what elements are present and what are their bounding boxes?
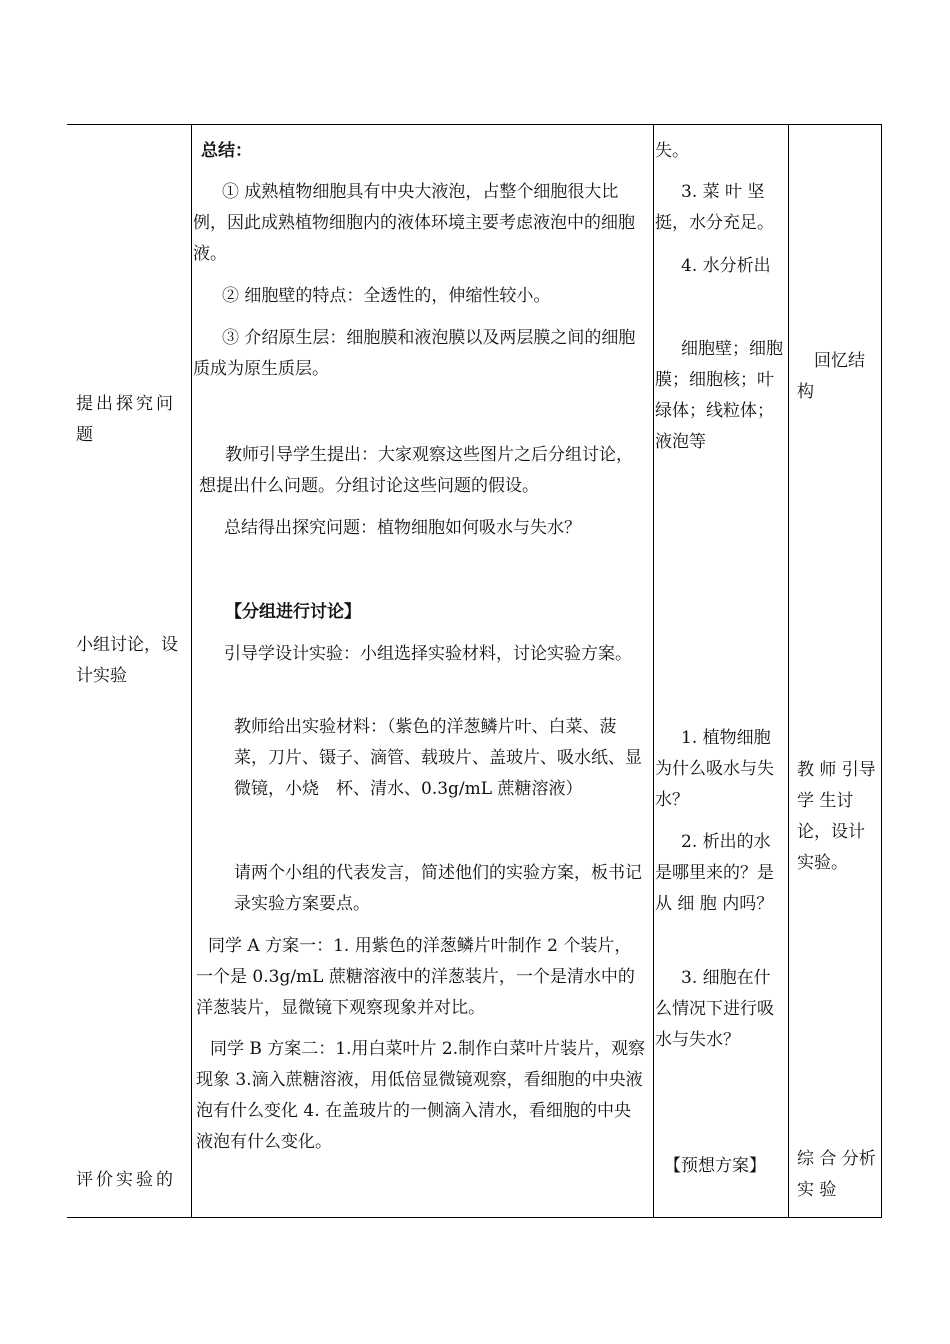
plan-b-text: 同学 B 方案二：1.用白菜叶片 2.制作白菜叶片装片，观察现象 3.滴入蔗糖溶液，用低倍显微镜观察，看细胞的中央液泡有什么变化 4. 在盖玻片的一侧滴入清水，看细胞的中央液泡有什么变化。	[196, 1039, 646, 1152]
intent-analyze-experiment: 综 合 分析 实 验	[797, 1149, 876, 1200]
table-right-border	[881, 124, 882, 1218]
group-presentation-text: 请两个小组的代表发言，简述他们的实验方案，板书记录实验方案要点。	[234, 863, 642, 914]
intent-guide-discussion: 教 师 引导 学 生讨论，设计实验。	[797, 760, 876, 873]
table-top-border	[67, 124, 882, 125]
group-discussion-title: 【分组进行讨论】	[225, 602, 361, 622]
research-question: 总结得出探究问题：植物细胞如何吸水与失水？	[224, 518, 581, 538]
summary-title: 总结：	[201, 141, 252, 161]
student-text-water-out: 4. 水分析出	[681, 256, 771, 276]
intent-recall-structure: 回忆结构	[797, 351, 865, 402]
summary-point-1: ① 成熟植物细胞具有中央大液泡，占整个细胞很大比例，因此成熟植物细胞内的液体环境主要考虑液泡中的细胞液。	[193, 182, 635, 264]
table-bottom-border	[67, 1217, 882, 1218]
stage-label-question: 提出探究问题	[76, 394, 176, 445]
stage-label-evaluate: 评价实验的	[76, 1170, 176, 1190]
student-question-3: 3. 细胞在什么情况下进行吸水与失水？	[655, 968, 774, 1050]
col-divider-2	[653, 124, 654, 1218]
student-text-loss: 失。	[655, 141, 689, 161]
summary-point-3: ③ 介绍原生层：细胞膜和液泡膜以及两层膜之间的细胞质成为原生质层。	[193, 328, 636, 379]
experiment-materials: 教师给出实验材料：（紫色的洋葱鳞片叶、白菜、菠菜，刀片、镊子、滴管、载玻片、盖玻片、吸水纸、显微镜，小烧 杯、清水、0.3g/mL 蔗糖溶液）	[234, 717, 642, 799]
expected-plan-label: 【预想方案】	[664, 1156, 766, 1176]
student-text-structures: 细胞壁；细胞膜；细胞核；叶绿体；线粒体；液泡等	[655, 339, 783, 452]
student-question-2: 2. 析出的水是哪里来的？是 从 细 胞 内吗？	[655, 832, 774, 914]
summary-point-2: ② 细胞壁的特点：全透性的，伸缩性较小。	[222, 286, 551, 306]
plan-a-text: 同学 A 方案一：1. 用紫色的洋葱鳞片叶制作 2 个装片，一个是 0.3g/mL 蔗糖溶液中的洋葱装片，一个是清水中的洋葱装片，显微镜下观察现象并对比。	[196, 936, 635, 1018]
experiment-design-text: 引导学设计实验：小组选择实验材料，讨论实验方案。	[224, 644, 632, 664]
student-text-leaf: 3. 菜 叶 坚挺，水分充足。	[655, 182, 774, 233]
col-divider-1	[191, 124, 192, 1218]
stage-label-design: 小组讨论，设计实验	[76, 635, 178, 686]
teacher-guide-text: 教师引导学生提出：大家观察这些图片之后分组讨论，想提出什么问题。分组讨论这些问题的假设。	[199, 445, 633, 496]
student-question-1: 1. 植物细胞为什么吸水与失水？	[655, 728, 774, 810]
col-divider-3	[788, 124, 789, 1218]
